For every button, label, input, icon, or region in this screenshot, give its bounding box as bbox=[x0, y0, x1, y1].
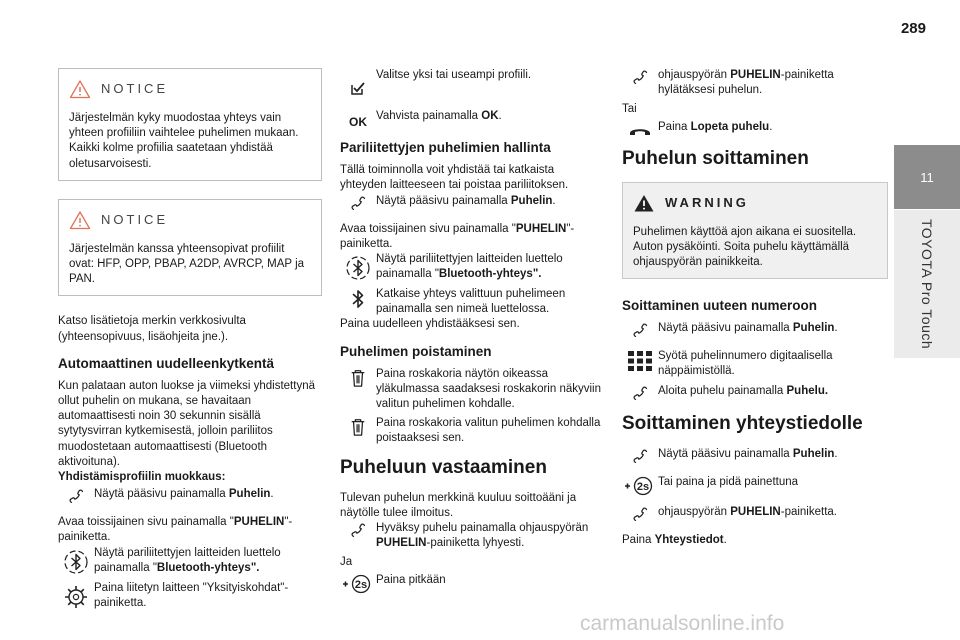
watermark: carmanualsonline.info bbox=[580, 612, 785, 635]
step-hold: Tai paina ja pidä painettuna bbox=[622, 475, 888, 496]
notice-text: Järjestelmän kanssa yhteensopivat profiilit ovat: HFP, OPP, PBAP, A2DP, AVRCP, MAP ja PAN. bbox=[69, 242, 305, 286]
heading-delete-phone: Puhelimen poistaminen bbox=[340, 343, 492, 359]
step-dial: Aloita puhelu painamalla Puhelu. bbox=[622, 384, 888, 403]
phone-icon bbox=[58, 487, 94, 506]
notice-box-compatible bbox=[58, 199, 322, 297]
step-long-press: Paina pitkään bbox=[340, 573, 602, 594]
paragraph-secondary: Avaa toissijainen sivu painamalla "PUHELIN"-painiketta. bbox=[58, 516, 293, 544]
caution-triangle-icon bbox=[69, 79, 91, 99]
trash-icon bbox=[340, 367, 376, 388]
step-select-profile: Valitse yksi tai useampi profiili. bbox=[340, 68, 602, 97]
notice-title: NOTICE bbox=[101, 212, 169, 228]
column-2 bbox=[340, 68, 602, 598]
step-wheel-button: ohjauspyörän PUHELIN-painiketta. bbox=[622, 505, 888, 524]
step-disconnect: Katkaise yhteys valittuun puhelimeen painamalla sen nimeä luettelossa. bbox=[340, 287, 602, 317]
paragraph-incoming: Tulevan puhelun merkkinä kuuluu soittoääni ja näytölle tulee ilmoitus. bbox=[340, 491, 577, 519]
phone-icon bbox=[340, 521, 376, 540]
heading-paired-phones: Pariliitettyjen puhelimien hallinta bbox=[340, 140, 551, 156]
step-home: Näytä pääsivu painamalla Puhelin. bbox=[622, 321, 888, 340]
heading-auto-reconnect: Automaattinen uudelleenkytkentä bbox=[58, 355, 275, 371]
notice-box-profiles bbox=[58, 68, 322, 181]
step-trash-show: Paina roskakoria näytön oikeassa yläkulmassa saadaksesi roskakorin näkyviin valitun puhelimen kohdalle. bbox=[340, 367, 602, 413]
step-bluetooth-list: Näytä pariliitettyjen laitteiden luettelo painamalla "Bluetooth-yhteys". bbox=[340, 252, 602, 283]
label-tai: Tai bbox=[622, 103, 637, 116]
column-1 bbox=[58, 68, 322, 616]
paragraph-auto-reconnect: Kun palataan auton luokse ja viimeksi yhdistettynä ollut puhelin on mukana, se havaitaan automaattisesti noin 30 sekunnin sisällä sytytysvirran kytkemisestä, jolloin pariliitos muodostetaan automaattisesti (Bluetooth aktivoituna). bbox=[58, 379, 315, 468]
keypad-icon bbox=[622, 349, 658, 372]
heading-new-number: Soittaminen uuteen numeroon bbox=[622, 298, 818, 314]
step-keypad: Syötä puhelinnumero digitaalisella näppäimistöllä. bbox=[622, 349, 888, 379]
warning-title: WARNING bbox=[665, 195, 749, 210]
step-reject-call: ohjauspyörän PUHELIN-painiketta hylätäksesi puhelun. bbox=[622, 68, 888, 98]
phone-icon bbox=[340, 194, 376, 213]
label-ja: Ja bbox=[340, 556, 353, 569]
bluetooth-circle-icon bbox=[58, 546, 94, 577]
settings-gear-icon bbox=[58, 581, 94, 612]
page-number: 289 bbox=[900, 20, 926, 37]
step-accept-call: Hyväksy puhelu painamalla ohjauspyörän PUHELIN-painiketta lyhyesti. bbox=[340, 521, 602, 551]
phone-icon bbox=[622, 68, 658, 87]
paragraph-reconnect: Paina uudelleen yhdistääksesi sen. bbox=[340, 318, 520, 331]
paragraph-secondary: Avaa toissijainen sivu painamalla "PUHELIN"-painiketta. bbox=[340, 222, 575, 250]
step-end-call: Paina Lopeta puhelu. bbox=[622, 120, 888, 138]
paragraph-paired: Tällä toiminnolla voit yhdistää tai katkaista yhteyden laitteeseen tai poistaa pariliitoksen. bbox=[340, 164, 569, 192]
phone-icon bbox=[622, 505, 658, 524]
warning-text: Puhelimen käyttöä ajon aikana ei suositella. Auton pysäköinti. Soita puhelu käyttämällä ohjauspyörän painikkeita. bbox=[633, 225, 857, 269]
step-details: Paina liitetyn laitteen "Yksityiskohdat"-painiketta. bbox=[58, 581, 322, 612]
bluetooth-icon bbox=[340, 287, 376, 310]
warning-box bbox=[622, 182, 888, 280]
ok-icon: OK bbox=[349, 115, 367, 129]
heading-make-call: Puhelun soittaminen bbox=[622, 147, 809, 169]
step-home: Näytä pääsivu painamalla Puhelin. bbox=[340, 194, 602, 213]
phone-icon bbox=[622, 447, 658, 466]
long-press-2s-icon bbox=[340, 573, 376, 594]
paragraph-website: Katso lisätietoja merkin verkkosivulta (yhteensopivuus, lisäohjeita jne.). bbox=[58, 315, 246, 343]
notice-title: NOTICE bbox=[101, 81, 169, 97]
step-home: Näytä pääsivu painamalla Puhelin. bbox=[58, 487, 322, 506]
trash-icon bbox=[340, 416, 376, 437]
phone-icon bbox=[622, 384, 658, 403]
warning-triangle-icon bbox=[633, 193, 655, 213]
checkbox-icon bbox=[340, 68, 376, 97]
bluetooth-circle-icon bbox=[340, 252, 376, 283]
paragraph-contacts: Paina Yhteystiedot. bbox=[622, 533, 727, 546]
column-3 bbox=[622, 68, 888, 558]
heading-answer-call: Puheluun vastaaminen bbox=[340, 456, 547, 478]
step-bluetooth-list: Näytä pariliitettyjen laitteiden luettelo painamalla "Bluetooth-yhteys". bbox=[58, 546, 322, 577]
notice-text: Järjestelmän kyky muodostaa yhteys vain yhteen profiiliin vaihtelee puhelimen mukaan. Kaikki kolme profiilia saatetaan yhdistää oletusarvoisesti. bbox=[69, 112, 299, 170]
heading-call-contact: Soittaminen yhteystiedolle bbox=[622, 412, 863, 434]
chapter-tab: 11 bbox=[894, 145, 960, 209]
caution-triangle-icon bbox=[69, 210, 91, 230]
step-home: Näytä pääsivu painamalla Puhelin. bbox=[622, 447, 888, 466]
phone-icon bbox=[622, 321, 658, 340]
side-title: TOYOTA Pro Touch bbox=[919, 218, 935, 350]
step-trash-delete: Paina roskakoria valitun puhelimen kohdalla poistaaksesi sen. bbox=[340, 416, 602, 446]
hang-up-icon bbox=[622, 120, 658, 138]
subheading-profile-edit: Yhdistämisprofiilin muokkaus: bbox=[58, 471, 226, 484]
step-confirm-ok: OK Vahvista painamalla OK. bbox=[340, 109, 602, 130]
long-press-2s-icon bbox=[622, 475, 658, 496]
